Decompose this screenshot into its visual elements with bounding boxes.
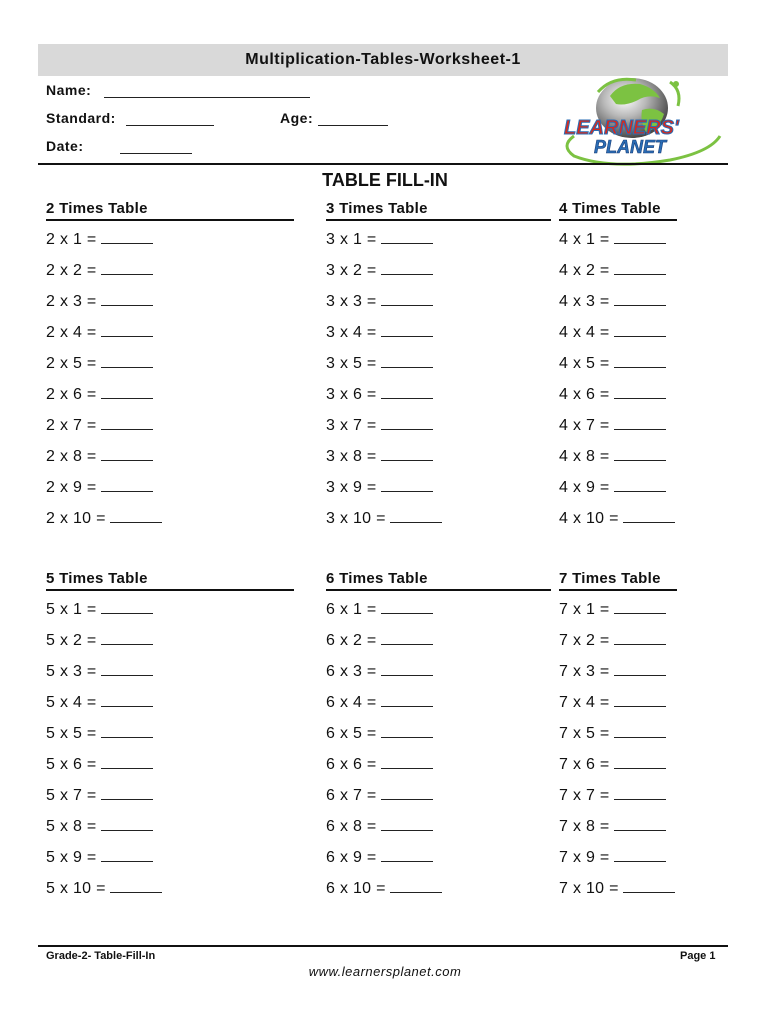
answer-blank[interactable] (614, 662, 666, 676)
answer-blank[interactable] (381, 447, 433, 461)
column-heading-rule (326, 219, 551, 221)
answer-blank[interactable] (101, 447, 153, 461)
multiplication-expression: 6 x 2 = (326, 632, 377, 649)
multiplication-expression: 3 x 9 = (326, 479, 377, 496)
multiplication-expression: 3 x 2 = (326, 262, 377, 279)
multiplication-row (46, 447, 153, 466)
answer-blank[interactable] (101, 230, 153, 244)
multiplication-expression: 5 x 10 = (46, 880, 106, 897)
multiplication-row (46, 354, 153, 373)
answer-blank[interactable] (390, 879, 442, 893)
multiplication-row (559, 509, 675, 528)
multiplication-row (559, 786, 666, 805)
multiplication-row (326, 478, 433, 497)
multiplication-expression: 2 x 5 = (46, 355, 97, 372)
column-heading: 5 Times Table (46, 570, 148, 587)
answer-blank[interactable] (101, 786, 153, 800)
column-heading: 6 Times Table (326, 570, 428, 587)
multiplication-row (326, 447, 433, 466)
multiplication-expression: 7 x 9 = (559, 849, 610, 866)
multiplication-row (559, 323, 666, 342)
multiplication-row (46, 385, 153, 404)
answer-blank[interactable] (110, 509, 162, 523)
column-heading-rule (46, 589, 294, 591)
answer-blank[interactable] (101, 323, 153, 337)
answer-blank[interactable] (614, 385, 666, 399)
answer-blank[interactable] (101, 292, 153, 306)
answer-blank[interactable] (101, 478, 153, 492)
answer-blank[interactable] (101, 385, 153, 399)
multiplication-expression: 6 x 1 = (326, 601, 377, 618)
multiplication-expression: 7 x 2 = (559, 632, 610, 649)
multiplication-row (46, 662, 153, 681)
multiplication-expression: 3 x 10 = (326, 510, 386, 527)
answer-blank[interactable] (381, 323, 433, 337)
multiplication-row (326, 879, 442, 898)
multiplication-expression: 4 x 3 = (559, 293, 610, 310)
standard-blank[interactable] (126, 113, 214, 126)
multiplication-expression: 5 x 3 = (46, 663, 97, 680)
column-heading: 7 Times Table (559, 570, 661, 587)
multiplication-row (559, 385, 666, 404)
multiplication-expression: 7 x 7 = (559, 787, 610, 804)
multiplication-expression: 5 x 9 = (46, 849, 97, 866)
date-field (46, 138, 192, 154)
multiplication-row (46, 600, 153, 619)
answer-blank[interactable] (101, 600, 153, 614)
multiplication-row (326, 786, 433, 805)
multiplication-row (559, 755, 666, 774)
multiplication-expression: 5 x 2 = (46, 632, 97, 649)
multiplication-row (559, 879, 675, 898)
multiplication-row (326, 230, 433, 249)
multiplication-expression: 7 x 5 = (559, 725, 610, 742)
multiplication-expression: 2 x 8 = (46, 448, 97, 465)
answer-blank[interactable] (614, 817, 666, 831)
multiplication-expression: 4 x 1 = (559, 231, 610, 248)
multiplication-row (559, 693, 666, 712)
answer-blank[interactable] (101, 724, 153, 738)
multiplication-expression: 3 x 7 = (326, 417, 377, 434)
multiplication-expression: 2 x 1 = (46, 231, 97, 248)
multiplication-expression: 4 x 6 = (559, 386, 610, 403)
multiplication-row (326, 509, 442, 528)
multiplication-row (326, 693, 433, 712)
answer-blank[interactable] (101, 261, 153, 275)
answer-blank[interactable] (614, 600, 666, 614)
multiplication-expression: 2 x 7 = (46, 417, 97, 434)
answer-blank[interactable] (614, 786, 666, 800)
multiplication-row (46, 693, 153, 712)
answer-blank[interactable] (381, 817, 433, 831)
answer-blank[interactable] (614, 478, 666, 492)
answer-blank[interactable] (614, 755, 666, 769)
multiplication-expression: 5 x 5 = (46, 725, 97, 742)
multiplication-row (46, 509, 162, 528)
multiplication-row (559, 600, 666, 619)
multiplication-row (559, 447, 666, 466)
multiplication-expression: 2 x 3 = (46, 293, 97, 310)
multiplication-expression: 3 x 8 = (326, 448, 377, 465)
date-blank[interactable] (120, 141, 192, 154)
multiplication-row (326, 354, 433, 373)
answer-blank[interactable] (614, 848, 666, 862)
multiplication-row (326, 724, 433, 743)
multiplication-expression: 4 x 9 = (559, 479, 610, 496)
multiplication-row (326, 385, 433, 404)
answer-blank[interactable] (381, 354, 433, 368)
answer-blank[interactable] (381, 724, 433, 738)
multiplication-row (326, 416, 433, 435)
answer-blank[interactable] (614, 323, 666, 337)
multiplication-row (46, 848, 153, 867)
multiplication-expression: 7 x 1 = (559, 601, 610, 618)
answer-blank[interactable] (381, 786, 433, 800)
multiplication-row (559, 662, 666, 681)
multiplication-row (46, 631, 153, 650)
multiplication-expression: 3 x 3 = (326, 293, 377, 310)
answer-blank[interactable] (381, 261, 433, 275)
answer-blank[interactable] (110, 879, 162, 893)
multiplication-row (326, 631, 433, 650)
answer-blank[interactable] (614, 447, 666, 461)
multiplication-expression: 4 x 8 = (559, 448, 610, 465)
multiplication-expression: 3 x 1 = (326, 231, 377, 248)
multiplication-expression: 5 x 7 = (46, 787, 97, 804)
multiplication-expression: 7 x 10 = (559, 880, 619, 897)
multiplication-expression: 5 x 6 = (46, 756, 97, 773)
multiplication-expression: 4 x 7 = (559, 417, 610, 434)
logo-line2: PLANET (594, 137, 666, 157)
multiplication-row (326, 323, 433, 342)
multiplication-row (46, 724, 153, 743)
column-heading: 4 Times Table (559, 200, 661, 217)
multiplication-row (326, 662, 433, 681)
section-title: TABLE FILL-IN (322, 170, 448, 190)
multiplication-expression: 2 x 6 = (46, 386, 97, 403)
multiplication-expression: 7 x 4 = (559, 694, 610, 711)
multiplication-row (559, 261, 666, 280)
column-heading-rule (46, 219, 294, 221)
answer-blank[interactable] (614, 261, 666, 275)
multiplication-expression: 2 x 9 = (46, 479, 97, 496)
multiplication-row (46, 478, 153, 497)
answer-blank[interactable] (623, 879, 675, 893)
multiplication-row (326, 261, 433, 280)
multiplication-row (559, 478, 666, 497)
multiplication-expression: 7 x 3 = (559, 663, 610, 680)
multiplication-expression: 4 x 5 = (559, 355, 610, 372)
learners-planet-logo (550, 76, 730, 166)
answer-blank[interactable] (614, 354, 666, 368)
answer-blank[interactable] (623, 509, 675, 523)
multiplication-expression: 6 x 8 = (326, 818, 377, 835)
page-number: Page 1 (680, 950, 716, 962)
multiplication-row (559, 416, 666, 435)
column-heading-rule (559, 219, 677, 221)
multiplication-expression: 6 x 4 = (326, 694, 377, 711)
multiplication-row (46, 879, 162, 898)
column-heading: 2 Times Table (46, 200, 148, 217)
answer-blank[interactable] (614, 416, 666, 430)
answer-blank[interactable] (614, 230, 666, 244)
multiplication-row (46, 817, 153, 836)
age-blank[interactable] (318, 113, 388, 126)
multiplication-row (559, 230, 666, 249)
column-heading: 3 Times Table (326, 200, 428, 217)
multiplication-row (46, 230, 153, 249)
multiplication-expression: 5 x 1 = (46, 601, 97, 618)
name-field (46, 82, 310, 98)
multiplication-row (559, 817, 666, 836)
multiplication-expression: 3 x 5 = (326, 355, 377, 372)
answer-blank[interactable] (381, 385, 433, 399)
answer-blank[interactable] (614, 724, 666, 738)
date-label: Date: (46, 138, 84, 154)
multiplication-expression: 7 x 6 = (559, 756, 610, 773)
multiplication-expression: 2 x 2 = (46, 262, 97, 279)
answer-blank[interactable] (101, 693, 153, 707)
answer-blank[interactable] (101, 354, 153, 368)
answer-blank[interactable] (381, 416, 433, 430)
multiplication-row (46, 292, 153, 311)
multiplication-expression: 5 x 4 = (46, 694, 97, 711)
multiplication-row (326, 292, 433, 311)
answer-blank[interactable] (614, 631, 666, 645)
multiplication-row (46, 786, 153, 805)
worksheet-title: Multiplication-Tables-Worksheet-1 (245, 51, 521, 68)
multiplication-row (46, 416, 153, 435)
age-field (280, 110, 388, 126)
logo-line1: LEARNERS' (564, 117, 679, 139)
standard-label: Standard: (46, 110, 116, 126)
multiplication-expression: 4 x 4 = (559, 324, 610, 341)
multiplication-expression: 6 x 10 = (326, 880, 386, 897)
age-label: Age: (280, 110, 314, 126)
multiplication-row (46, 323, 153, 342)
answer-blank[interactable] (101, 631, 153, 645)
name-label: Name: (46, 82, 92, 98)
multiplication-row (46, 755, 153, 774)
multiplication-expression: 4 x 2 = (559, 262, 610, 279)
footer-divider (38, 945, 728, 947)
worksheet-title-bar (38, 44, 728, 76)
multiplication-row (559, 848, 666, 867)
answer-blank[interactable] (101, 755, 153, 769)
multiplication-expression: 6 x 9 = (326, 849, 377, 866)
multiplication-expression: 5 x 8 = (46, 818, 97, 835)
answer-blank[interactable] (614, 693, 666, 707)
multiplication-row (559, 724, 666, 743)
answer-blank[interactable] (381, 848, 433, 862)
multiplication-row (326, 600, 433, 619)
answer-blank[interactable] (101, 662, 153, 676)
multiplication-row (326, 755, 433, 774)
multiplication-expression: 2 x 10 = (46, 510, 106, 527)
multiplication-row (46, 261, 153, 280)
standard-field (46, 110, 214, 126)
multiplication-expression: 6 x 5 = (326, 725, 377, 742)
answer-blank[interactable] (390, 509, 442, 523)
multiplication-expression: 7 x 8 = (559, 818, 610, 835)
answer-blank[interactable] (381, 693, 433, 707)
answer-blank[interactable] (101, 416, 153, 430)
footer-url: www.learnersplanet.com (308, 964, 462, 979)
multiplication-expression: 6 x 7 = (326, 787, 377, 804)
multiplication-expression: 6 x 6 = (326, 756, 377, 773)
answer-blank[interactable] (381, 230, 433, 244)
answer-blank[interactable] (381, 292, 433, 306)
multiplication-expression: 3 x 4 = (326, 324, 377, 341)
multiplication-row (559, 292, 666, 311)
answer-blank[interactable] (381, 631, 433, 645)
column-heading-rule (559, 589, 677, 591)
answer-blank[interactable] (381, 755, 433, 769)
answer-blank[interactable] (101, 817, 153, 831)
answer-blank[interactable] (381, 600, 433, 614)
multiplication-row (559, 354, 666, 373)
multiplication-expression: 4 x 10 = (559, 510, 619, 527)
answer-blank[interactable] (381, 662, 433, 676)
footer-label: Grade-2- Table-Fill-In (46, 950, 156, 962)
multiplication-expression: 6 x 3 = (326, 663, 377, 680)
answer-blank[interactable] (614, 292, 666, 306)
header-divider (38, 163, 728, 165)
multiplication-row (326, 817, 433, 836)
answer-blank[interactable] (381, 478, 433, 492)
multiplication-row (326, 848, 433, 867)
name-blank[interactable] (104, 85, 310, 98)
answer-blank[interactable] (101, 848, 153, 862)
multiplication-expression: 2 x 4 = (46, 324, 97, 341)
multiplication-expression: 3 x 6 = (326, 386, 377, 403)
multiplication-row (559, 631, 666, 650)
column-heading-rule (326, 589, 551, 591)
